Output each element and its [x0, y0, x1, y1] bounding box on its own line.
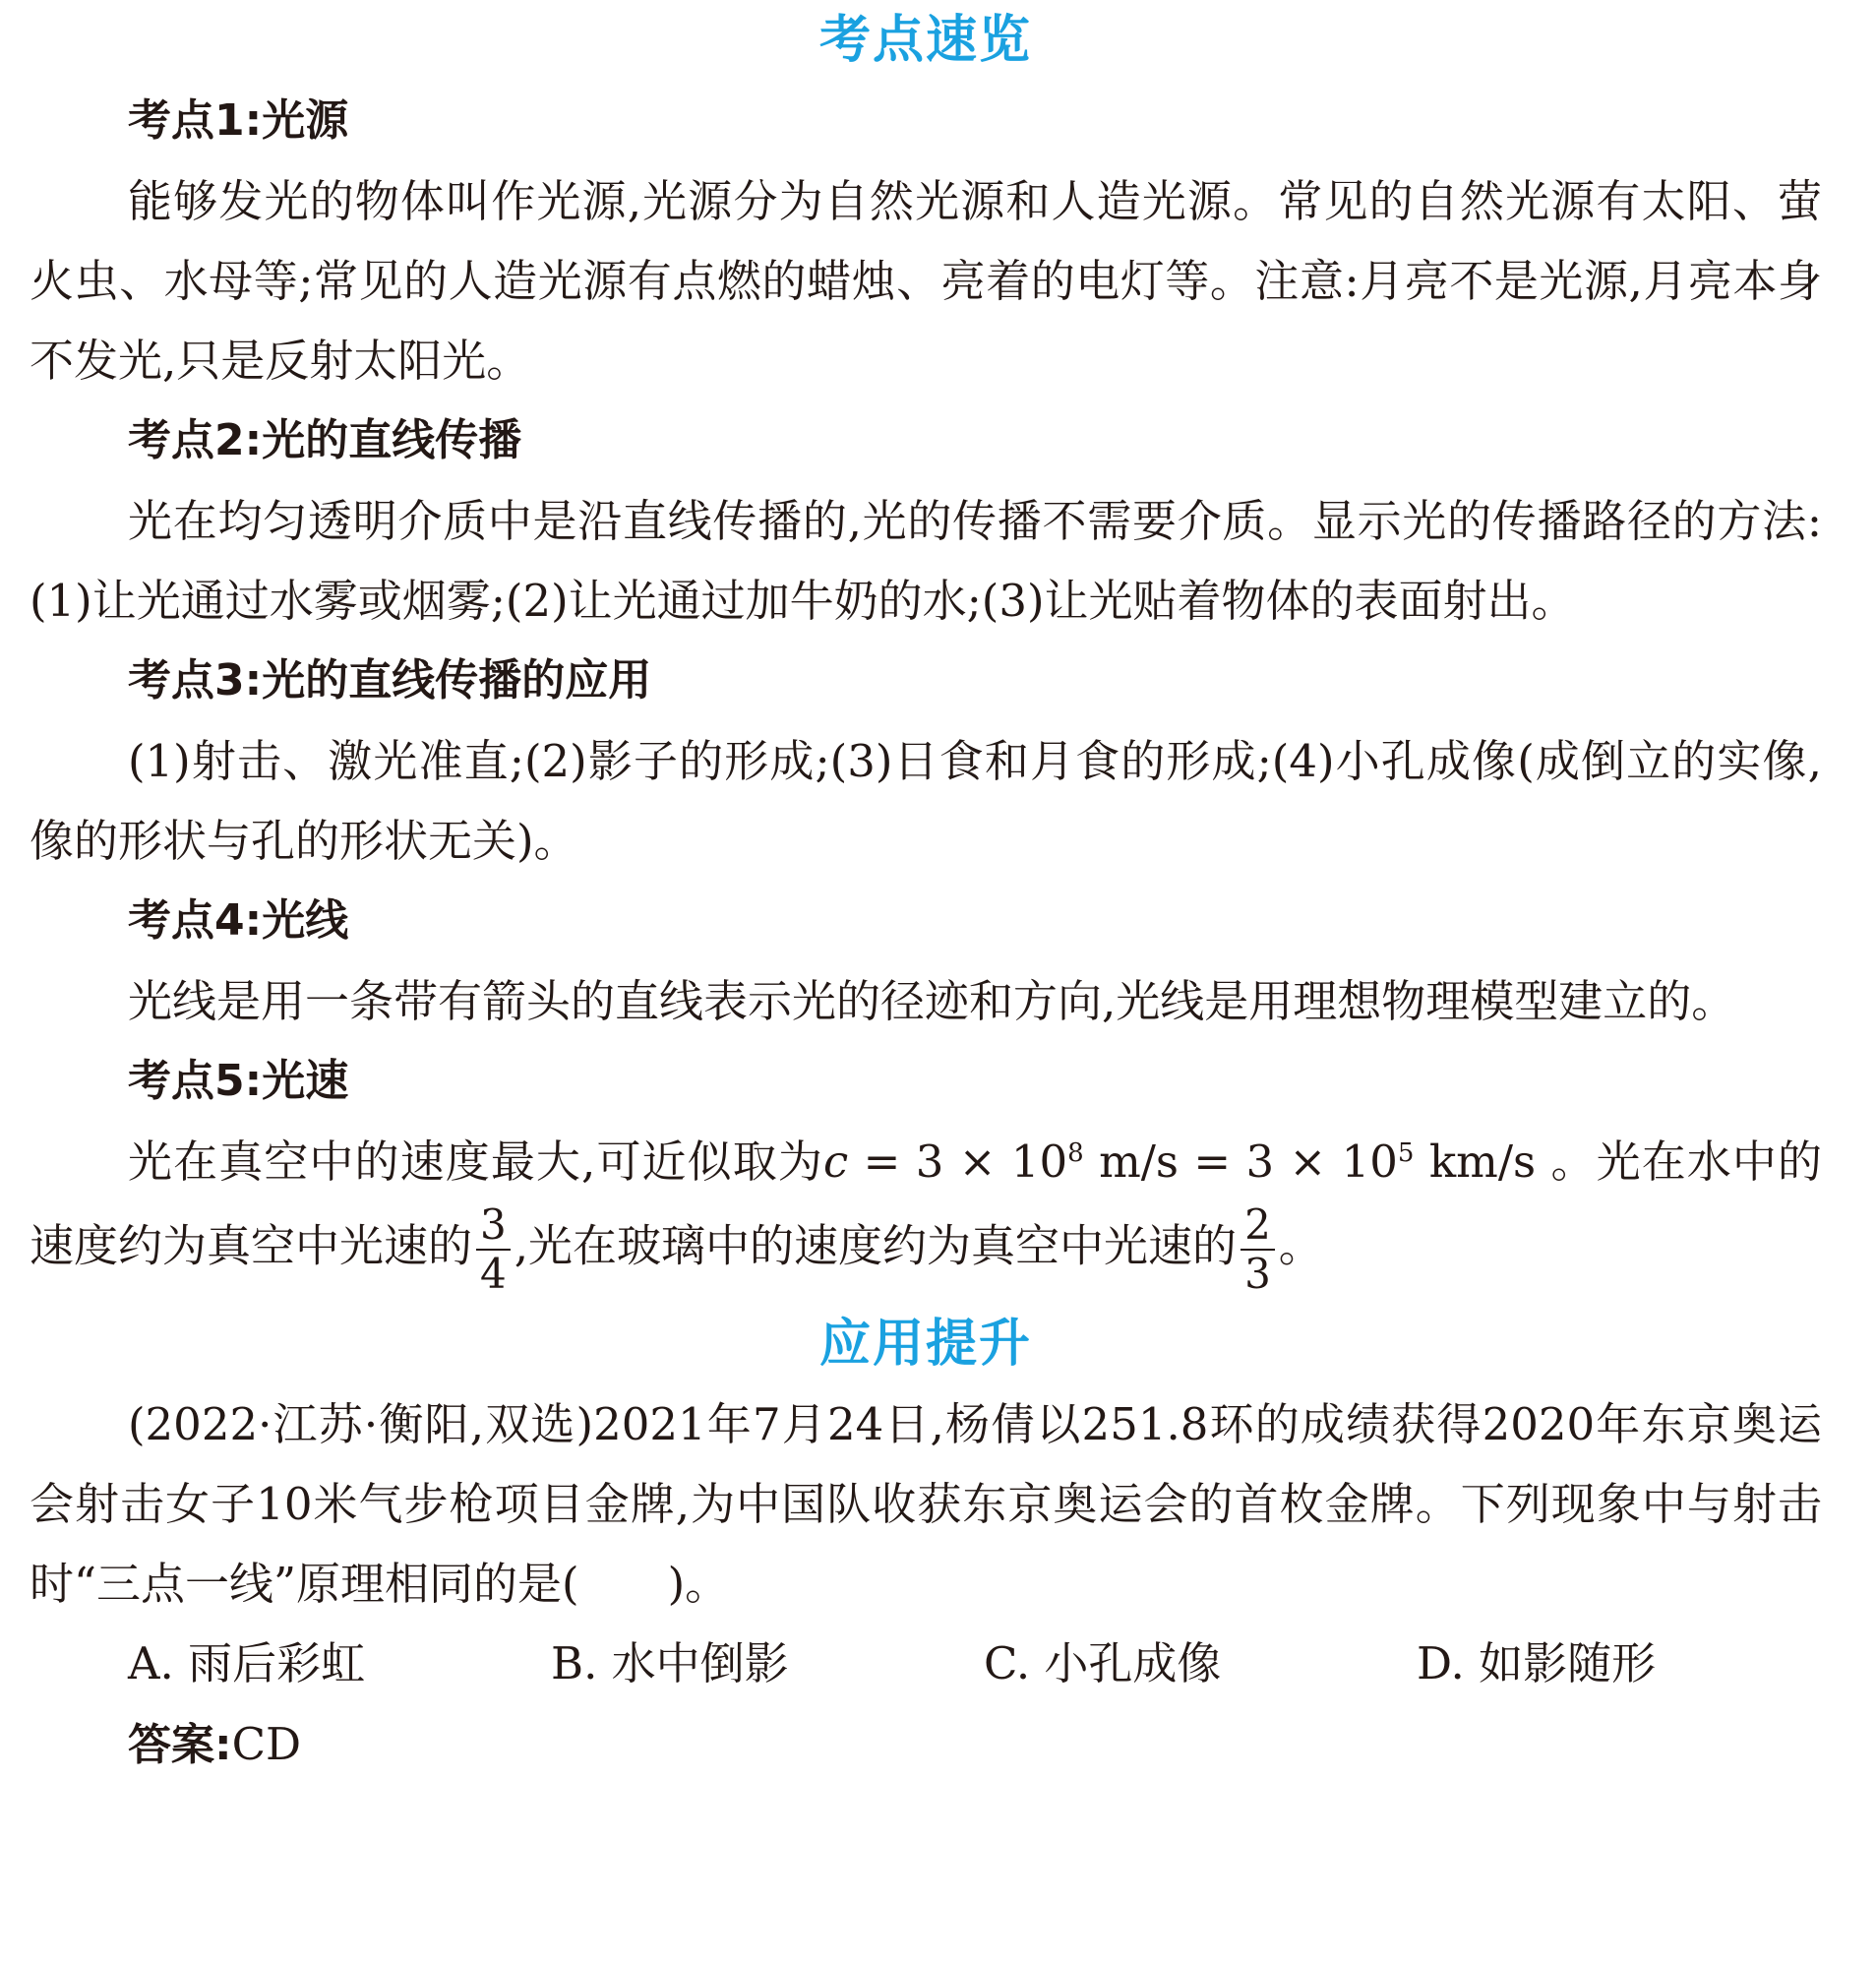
point-heading-1: 考点1:光源 — [128, 95, 349, 146]
point-text-2: 光在均匀透明介质中是沿直线传播的,光的传播不需要介质。显示光的传播路径的方法:(1)让光通过水雾或烟雾;(2)让光通过加牛奶的水;(3)让光贴着物体的表面射出。 — [30, 495, 1822, 627]
option-a[interactable]: A. 雨后彩虹 — [128, 1637, 366, 1689]
answer-line — [30, 1704, 1822, 1785]
formula-part-2: m/s = 3 × 10 — [1083, 1135, 1398, 1188]
option-d[interactable]: D. 如影随形 — [1417, 1637, 1657, 1689]
answer-label: 答案: — [128, 1720, 232, 1770]
option-b[interactable]: B. 水中倒影 — [551, 1637, 789, 1689]
fraction-glass-numerator: 2 — [1241, 1201, 1275, 1251]
answer-value: CD — [231, 1718, 302, 1770]
speed-text-d: 。 — [1278, 1219, 1323, 1272]
point-text-1: 能够发光的物体叫作光源,光源分为自然光源和人造光源。常见的自然光源有太阳、萤火虫、水母等;常见的人造光源有点燃的蜡烛、亮着的电灯等。注意:月亮不是光源,月亮本身不发光,只是反射太阳光。 — [30, 175, 1822, 387]
point-heading-3: 考点3:光的直线传播的应用 — [128, 655, 652, 706]
fraction-water-numerator: 3 — [476, 1201, 511, 1251]
point-heading-4: 考点4:光线 — [128, 895, 349, 946]
speed-text-c: ,光在玻璃中的速度约为真空中光速的 — [514, 1219, 1238, 1272]
section-title-overview: 考点速览 — [818, 11, 1032, 70]
point-heading-2: 考点2:光的直线传播 — [128, 415, 522, 465]
document-page — [30, 0, 1822, 1785]
point-heading-5: 考点5:光速 — [128, 1056, 349, 1106]
formula-exponent-2: 5 — [1397, 1138, 1415, 1168]
point-text-3: (1)射击、激光准直;(2)影子的形成;(3)日食和月食的形成;(4)小孔成像(成倒立的实像,像的形状与孔的形状无关)。 — [30, 735, 1822, 867]
fraction-water — [476, 1201, 511, 1298]
point-text-5 — [30, 1122, 1822, 1298]
speed-text-a: 光在真空中的速度最大,可近似取为 — [128, 1135, 823, 1188]
light-speed-formula — [823, 1135, 1536, 1188]
section-title-application: 应用提升 — [818, 1315, 1032, 1374]
fraction-glass-denominator: 3 — [1244, 1250, 1271, 1298]
speed-text-b: 。光在水中的速度约为真空中光速的 — [30, 1135, 1823, 1272]
fraction-water-denominator: 4 — [480, 1250, 507, 1298]
point-text-4: 光线是用一条带有箭头的直线表示光的径迹和方向,光线是用理想物理模型建立的。 — [128, 975, 1736, 1027]
question-stem: (2022·江苏·衡阳,双选)2021年7月24日,杨倩以251.8环的成绩获得2020年东京奥运会射击女子10米气步枪项目金牌,为中国队收获东京奥运会的首枚金牌。下列现象中与射击时“三点一线”原理相同的是( )。 — [30, 1398, 1822, 1610]
fraction-glass — [1241, 1201, 1275, 1298]
formula-part-3: km/s — [1414, 1135, 1537, 1188]
formula-part-1: = 3 × 10 — [848, 1135, 1068, 1188]
formula-exponent-1: 8 — [1067, 1138, 1084, 1168]
question-options — [30, 1624, 1822, 1704]
formula-symbol-c: c — [822, 1135, 849, 1188]
option-c[interactable]: C. 小孔成像 — [984, 1637, 1222, 1689]
